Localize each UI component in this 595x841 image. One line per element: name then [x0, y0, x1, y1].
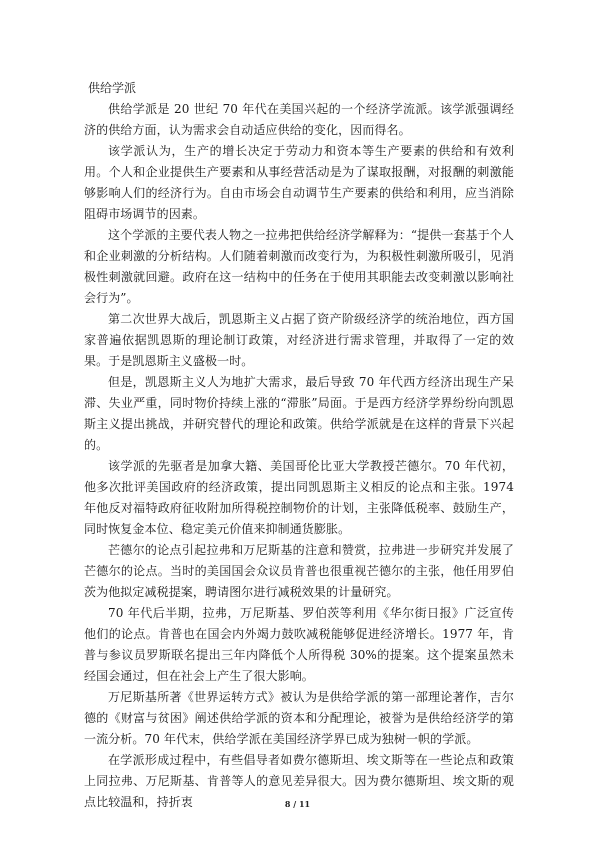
paragraph: 芒德尔的论点引起拉弗和万尼斯基的注意和赞赏，拉弗进一步研究并发展了芒德尔的论点。当时的美国国会众议员肯普也很重视芒德尔的主张，他任用罗伯茨为他拟定减税提案，聘请图尔进行减税效果的计量研究。	[84, 543, 514, 599]
paragraph: 供给学派是 20 世纪 70 年代在美国兴起的一个经济学流派。该学派强调经济的供给方面，认为需求会自动适应供给的变化，因而得名。	[84, 102, 514, 137]
paragraph: 第二次世界大战后，凯恩斯主义占据了资产阶级经济学的统治地位，西方国家普遍依据凯恩斯的理论制订政策，对经济进行需求管理，并取得了一定的效果。于是凯恩斯主义盛极一时。	[84, 312, 514, 368]
paragraph: 该学派的先驱者是加拿大籍、美国哥伦比亚大学教授芒德尔。70 年代初，他多次批评美国政府的经济政策，提出同凯恩斯主义相反的论点和主张。1974 年他反对福特政府征收附加所得税控制物价的计划，主张降低税率、鼓励生产，同时恢复金本位、稳定美元价值来抑制通货膨胀。	[84, 459, 514, 536]
paragraph: 该学派认为，生产的增长决定于劳动力和资本等生产要素的供给和有效利用。个人和企业提供生产要素和从事经营活动是为了谋取报酬，对报酬的刺激能够影响人们的经济行为。自由市场会自动调节生产要素的供给和利用，应当消除阻碍市场调节的因素。	[84, 144, 514, 221]
paragraph: 70 年代后半期，拉弗，万尼斯基、罗伯茨等利用《华尔街日报》广泛宣传他们的论点。肯普也在国会内外竭力鼓吹减税能够促进经济增长。1977 年，肯普与参议员罗斯联名提出三年内降低个人所得税 30%的提案。这个提案虽然未经国会通过，但在社会上产生了很大影响。	[84, 606, 514, 683]
paragraph: 但是，凯恩斯主义人为地扩大需求，最后导致 70 年代西方经济出现生产呆滞、失业严重，同时物价持续上涨的“滞胀”局面。于是西方经济学界纷纷向凯恩斯主义提出挑战，并研究替代的理论和政策。供给学派就是在这样的背景下兴起的。	[84, 375, 514, 452]
paragraph: 在学派形成过程中，有些倡导者如费尔德斯坦、埃文斯等在一些论点和政策上同拉弗、万尼斯基、肯普等人的意见差异很大。因为费尔德斯坦、埃文斯的观点比较温和，持折衷	[84, 753, 514, 809]
paragraph: 这个学派的主要代表人物之一拉弗把供给经济学解释为：“提供一套基于个人和企业刺激的分析结构。人们随着刺激而改变行为，为积极性刺激所吸引，见消极性刺激就回避。政府在这一结构中的任务在于使用其职能去改变刺激以影响社会行为”。	[84, 228, 514, 305]
page-number: 8 / 11	[284, 799, 311, 809]
paragraph: 万尼斯基所著《世界运转方式》被认为是供给学派的第一部理论著作，吉尔德的《财富与贫困》阐述供给学派的资本和分配理论，被誉为是供给经济学的第一流分析。70 年代末，供给学派在美国经济学界已成为独树一帜的学派。	[84, 690, 514, 746]
body-text	[84, 99, 514, 813]
section-heading: 供给学派	[88, 81, 137, 95]
